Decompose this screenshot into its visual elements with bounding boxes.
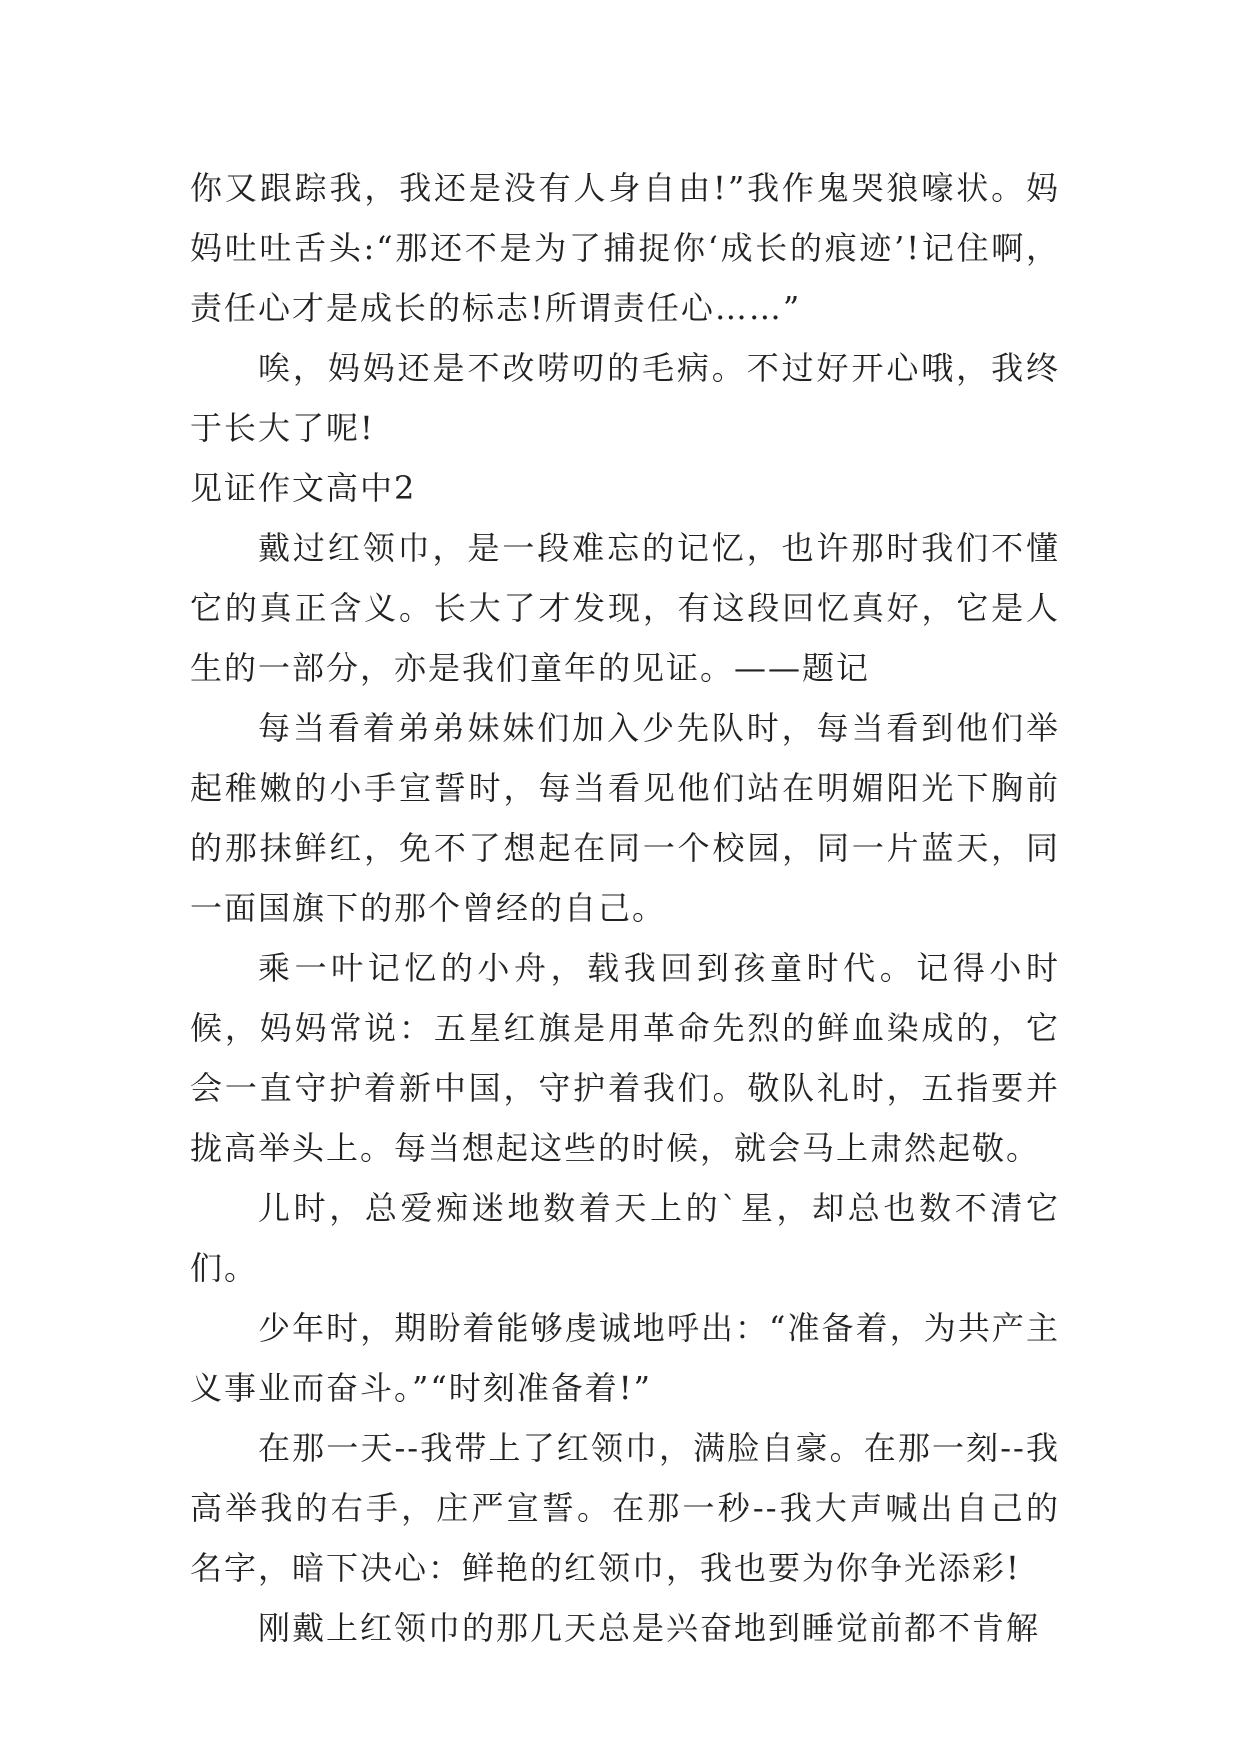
paragraph-2: 唉，妈妈还是不改唠叨的毛病。不过好开心哦，我终于长大了呢! <box>190 349 1060 447</box>
paragraph-6: 儿时，总爱痴迷地数着天上的`星，却总也数不清它们。 <box>190 1189 1060 1287</box>
paragraph-1: 你又跟踪我，我还是没有人身自由!”我作鬼哭狼嚎状。妈妈吐吐舌头:“那还不是为了捕捉你‘成长的痕迹’!记住啊，责任心才是成长的标志!所谓责任心……” <box>190 169 1060 327</box>
paragraph-5: 乘一叶记忆的小舟，载我回到孩童时代。记得小时候，妈妈常说：五星红旗是用革命先烈的鲜血染成的，它会一直守护着新中国，守护着我们。敬队礼时，五指要并拢高举头上。每当想起这些的时候，就会马上肃然起敬。 <box>190 949 1060 1167</box>
paragraph-3: 戴过红领巾，是一段难忘的记忆，也许那时我们不懂它的真正含义。长大了才发现，有这段回忆真好，它是人生的一部分，亦是我们童年的见证。——题记 <box>190 529 1060 687</box>
paragraph-7: 少年时，期盼着能够虔诚地呼出：“准备着，为共产主义事业而奋斗。”“时刻准备着!” <box>190 1309 1060 1407</box>
document-body <box>190 158 1060 1658</box>
paragraph-4: 每当看着弟弟妹妹们加入少先队时，每当看到他们举起稚嫩的小手宣誓时，每当看见他们站在明媚阳光下胸前的那抹鲜红，免不了想起在同一个校园，同一片蓝天，同一面国旗下的那个曾经的自己。 <box>190 709 1060 927</box>
paragraph-9: 刚戴上红领巾的那几天总是兴奋地到睡觉前都不肯解 <box>258 1609 1041 1647</box>
paragraph-8: 在那一天--我带上了红领巾，满脸自豪。在那一刻--我高举我的右手，庄严宣誓。在那一秒--我大声喊出自己的名字，暗下决心：鲜艳的红领巾，我也要为你争光添彩! <box>190 1429 1060 1587</box>
section-heading: 见证作文高中2 <box>190 469 417 507</box>
